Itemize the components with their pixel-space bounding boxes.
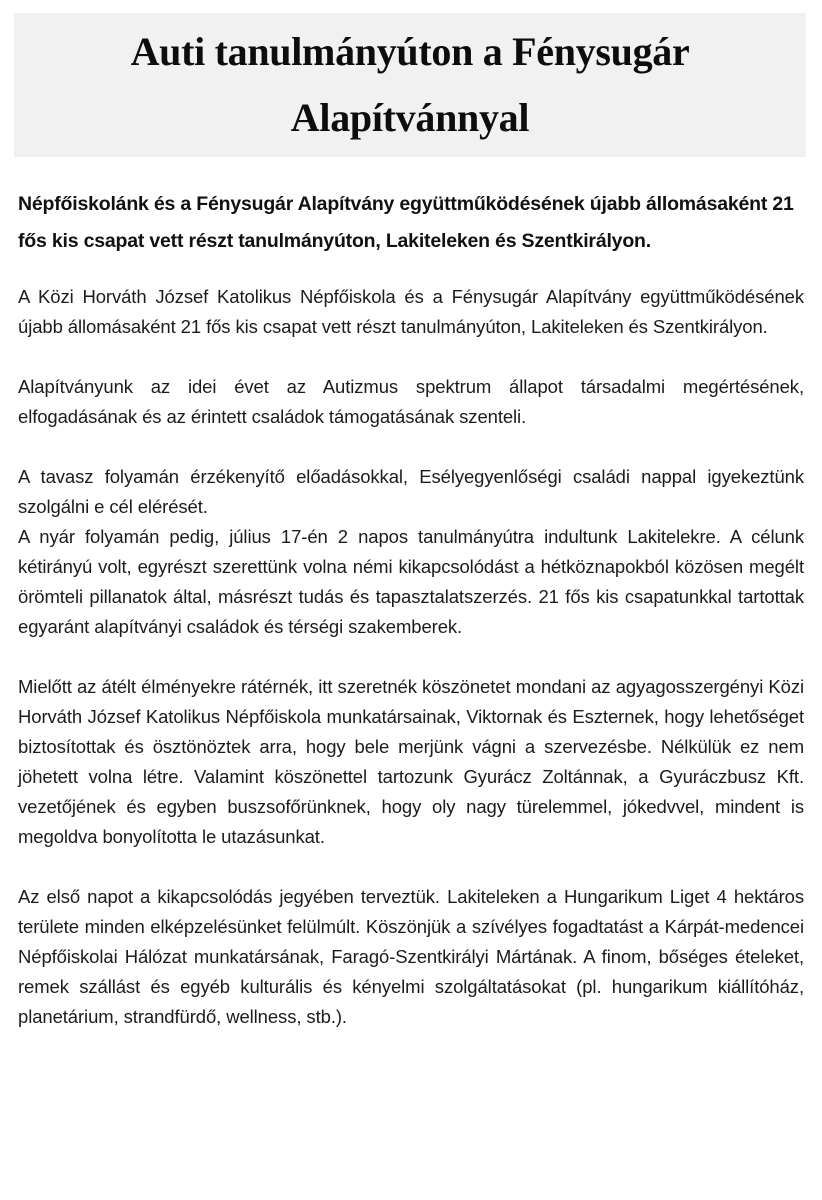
- paragraph-spring: A tavasz folyamán érzékenyítő előadásokkal, Esélyegyenlőségi családi nappal igyekeztünk szolgálni e cél elérését.: [18, 466, 804, 517]
- paragraph-thanks: Mielőtt az átélt élményekre rátérnék, itt szeretnék köszönetet mondani az agyagosszergényi Közi Horváth József Katolikus Népfőiskola munkatársainak, Viktornak és Eszternek, hogy lehetőséget biztosítottak és ösztönöztek arra, hogy bele merjünk vágni a szervezésbe. Nélkülük ez nem jöhetett volna létre. Valamint köszönettel tartozunk Gyurácz Zoltánnak, a Gyuráczbusz Kft. vezetőjének és egyben buszsofőrünknek, hogy oly nagy türelemmel, jókedvvel, mindent is megoldva bonyolította le utazásunkat.: [18, 676, 804, 847]
- article-body: [18, 186, 804, 1032]
- paragraph-summer-trip: A nyár folyamán pedig, július 17-én 2 napos tanulmányútra indultunk Lakitelekre. A célunk kétirányú volt, egyrészt szerettünk volna némi kikapcsolódást a hétköznapokból közösen megélt örömteli pillanatok által, másrészt tudás és tapasztalatszerzés. 21 fős kis csapatunkkal tartottak egyaránt alapítványi családok és térségi szakemberek.: [18, 526, 804, 637]
- paragraph-first-day: Az első napot a kikapcsolódás jegyében terveztük. Lakiteleken a Hungarikum Liget 4 hektáros területe minden elképzelésünket felülmúlt. Köszönjük a szívélyes fogadtatást a Kárpát-medencei Népfőiskolai Hálózat munkatársának, Faragó-Szentkirályi Mártának. A finom, bőséges ételeket, remek szállást és egyéb kulturális és kényelmi szolgáltatásokat (pl. hungarikum kiállítóház, planetárium, strandfürdő, wellness, stb.).: [18, 886, 804, 1027]
- page-title: Auti tanulmányúton a Fénysugár Alapítvánnyal: [130, 29, 690, 140]
- article-lead: Népfőiskolánk és a Fénysugár Alapítvány együttműködésének újabb állomásaként 21 fős kis csapat vett részt tanulmányúton, Lakiteleken és Szentkirályon.: [18, 193, 794, 252]
- paragraph-foundation-goal: Alapítványunk az idei évet az Autizmus spektrum állapot társadalmi megértésének, elfogadásának és az érintett családok támogatásának szenteli.: [18, 376, 804, 427]
- title-banner: [14, 13, 806, 157]
- paragraph-intro: A Közi Horváth József Katolikus Népfőiskola és a Fénysugár Alapítvány együttműködésének újabb állomásaként 21 fős kis csapat vett részt tanulmányúton, Lakiteleken és Szentkirályon.: [18, 286, 804, 337]
